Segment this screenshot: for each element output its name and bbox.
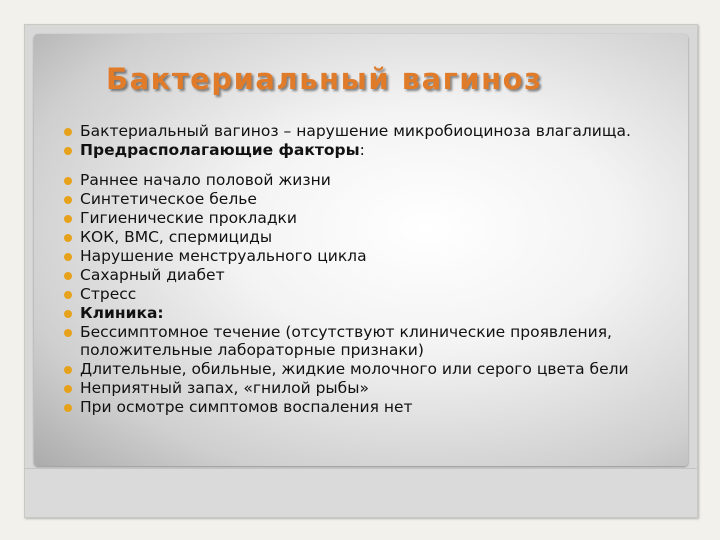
list-item [64, 190, 674, 208]
bullet-icon [64, 310, 72, 318]
list-item [64, 228, 674, 246]
bullet-icon [64, 385, 72, 393]
list-item-text: Предрасполагающие факторы [80, 141, 360, 159]
list-item-text: Сахарный диабет [80, 266, 225, 284]
list-item [64, 323, 674, 359]
list-item [64, 398, 674, 416]
list-item-suffix: : [359, 141, 365, 159]
bullet-icon [64, 147, 72, 155]
list-item-text: Нарушение менструального цикла [80, 247, 367, 265]
list-item [64, 266, 674, 284]
list-item [64, 304, 674, 322]
list-item-text: Бессимптомное течение (отсутствуют клинические проявления, положительные лабораторные признаки) [80, 323, 612, 359]
frame-footer-band [25, 468, 697, 517]
slide-frame [24, 24, 698, 518]
list-item-text: Клиника: [80, 304, 164, 322]
bullet-icon [64, 128, 72, 136]
slide-title: Бактериальный вагиноз [106, 62, 543, 96]
bullet-icon [64, 291, 72, 299]
bullet-list [64, 122, 674, 417]
list-item-text: Раннее начало половой жизни [80, 171, 331, 189]
list-item-text: Стресс [80, 285, 137, 303]
list-item-text: При осмотре симптомов воспаления нет [80, 398, 413, 416]
list-item-text: КОК, ВМС, спермициды [80, 228, 273, 246]
list-item [64, 209, 674, 227]
bullet-icon [64, 404, 72, 412]
list-item [64, 285, 674, 303]
bullet-icon [64, 272, 72, 280]
list-item [64, 122, 674, 140]
bullet-icon [64, 215, 72, 223]
bullet-icon [64, 196, 72, 204]
list-item-text: Синтетическое белье [80, 190, 257, 208]
list-item-text: Неприятный запах, «гнилой рыбы» [80, 379, 369, 397]
bullet-icon [64, 329, 72, 337]
list-item-text: Бактериальный вагиноз – нарушение микробиоциноза влагалища. [80, 122, 631, 140]
list-item [64, 171, 674, 189]
list-item [64, 247, 674, 265]
bullet-icon [64, 177, 72, 185]
list-item [64, 379, 674, 397]
bullet-icon [64, 234, 72, 242]
list-item-text: Длительные, обильные, жидкие молочного или серого цвета бели [80, 360, 629, 378]
content-panel [34, 34, 688, 466]
list-item-text: Гигиенические прокладки [80, 209, 297, 227]
bullet-icon [64, 253, 72, 261]
list-item [64, 141, 674, 159]
bullet-icon [64, 366, 72, 374]
list-item [64, 360, 674, 378]
